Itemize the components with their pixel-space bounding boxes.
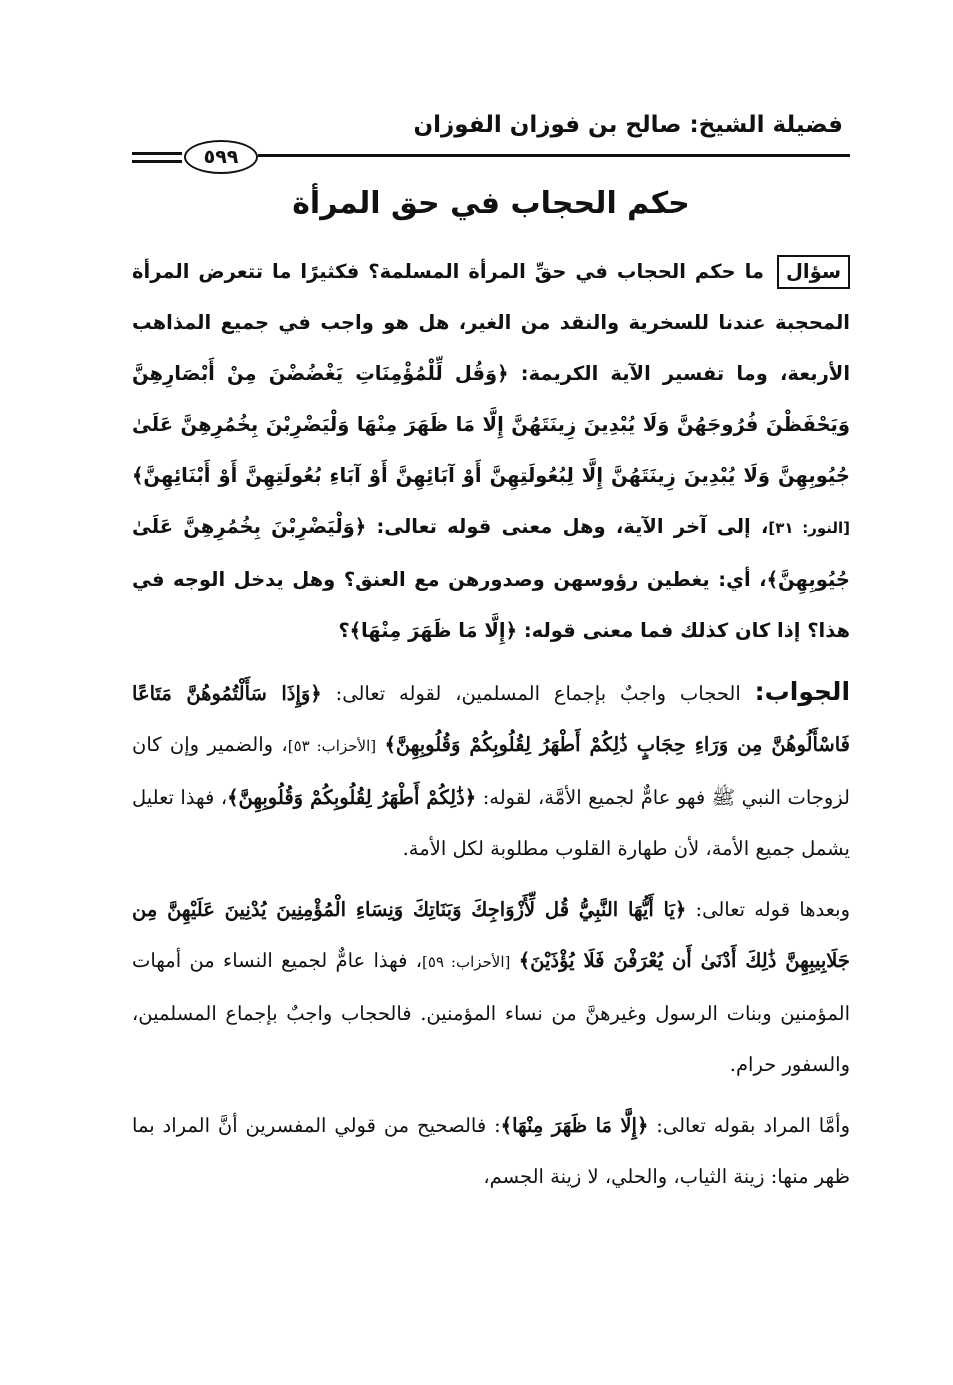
answer-label: الجواب: bbox=[754, 677, 851, 706]
answer-text-2a: وبعدها قوله تعالى: bbox=[695, 898, 850, 921]
answer-text-1b: ، والضمير وإن كان لزوجات النبي ﷺ فهو عامٌّ لجميع الأمَّة، لقوله: bbox=[132, 733, 850, 809]
question-text: ما حكم الحجاب في حقِّ المرأة المسلمة؟ فكثيرًا ما تتعرض المرأة المحجبة عندنا للسخرية والنقد من الغير، هل هو واجب في جميع المذاهب الأربعة، وما تفسير الآية الكريمة: bbox=[132, 260, 850, 385]
page-title: حكم الحجاب في حق المرأة bbox=[292, 186, 690, 221]
answer-verse-1: ﴿وَإِذَا سَأَلْتُمُوهُنَّ مَتَاعًا فَاسْأَلُوهُنَّ مِن وَرَاءِ حِجَابٍ ذَٰلِكُمْ أَطْهَرُ لِقُلُوبِكُمْ وَقُلُوبِهِنَّ﴾ bbox=[132, 682, 851, 756]
answer-text-1c: ، فهذا تعليل يشمل جميع الأمة، لأن طهارة القلوب مطلوبة لكل الأمة. bbox=[132, 786, 850, 860]
question-ref-1: [النور: ٣١] bbox=[768, 519, 850, 537]
answer-paragraph-2 bbox=[132, 884, 850, 1090]
header-rule-short-top bbox=[132, 152, 182, 155]
header-rule bbox=[132, 140, 850, 174]
answer-ref-1: [الأحزاب: ٥٣] bbox=[287, 737, 377, 755]
header-rule-short-bottom bbox=[132, 160, 182, 163]
answer-text-3a: وأمَّا المراد بقوله تعالى: bbox=[656, 1114, 850, 1137]
answer-paragraph-1 bbox=[132, 666, 850, 874]
answer-ref-2: [الأحزاب: ٥٩] bbox=[422, 953, 511, 971]
question-verse-1: ﴿وَقُل لِّلْمُؤْمِنَاتِ يَغْضُضْنَ مِنْ أَبْصَارِهِنَّ وَيَحْفَظْنَ فُرُوجَهُنَّ وَلَا يُبْدِينَ زِينَتَهُنَّ إِلَّا مَا ظَهَرَ مِنْهَا وَلْيَضْرِبْنَ بِخُمُرِهِنَّ عَلَىٰ جُيُوبِهِنَّ وَلَا يُبْدِينَ زِينَتَهُنَّ إِلَّا لِبُعُولَتِهِنَّ أَوْ آبَائِهِنَّ أَوْ آبَاءِ بُعُولَتِهِنَّ أَوْ أَبْنَائِهِنَّ﴾ bbox=[132, 362, 850, 487]
question-verse-3: ﴿إِلَّا مَا ظَهَرَ مِنْهَا﴾ bbox=[349, 619, 518, 642]
page-number: ٥٩٩ bbox=[184, 140, 258, 174]
answer-verse-1b: ﴿ذَٰلِكُمْ أَطْهَرُ لِقُلُوبِكُمْ وَقُلُوبِهِنَّ﴾ bbox=[227, 786, 477, 809]
answer-text-3b: : فالصحيح من قولي المفسرين أنَّ المراد بما ظهر منها: زينة الثياب، والحلي، لا زينة الجسم، bbox=[132, 1114, 850, 1188]
body-text bbox=[132, 246, 850, 1212]
answer-text-2b: ، فهذا عامٌّ لجميع النساء من أمهات المؤمنين وبنات الرسول وغيرهنَّ من نساء المؤمنين. فالحجاب واجبٌ بإجماع المسلمين، والسفور حرام. bbox=[132, 949, 850, 1076]
answer-text-1a: الحجاب واجبٌ بإجماع المسلمين، لقوله تعالى: bbox=[335, 682, 741, 705]
answer-verse-2: ﴿يَا أَيُّهَا النَّبِيُّ قُل لِّأَزْوَاجِكَ وَبَنَاتِكَ وَنِسَاءِ الْمُؤْمِنِينَ يُدْنِينَ عَلَيْهِنَّ مِن جَلَابِيبِهِنَّ ذَٰلِكَ أَدْنَىٰ أَن يُعْرَفْنَ فَلَا يُؤْذَيْنَ﴾ bbox=[132, 898, 850, 972]
answer-verse-3: ﴿إِلَّا مَا ظَهَرَ مِنْهَا﴾ bbox=[500, 1114, 649, 1137]
question-text-3: ، أي: يغطين رؤوسهن وصدورهن مع العنق؟ وهل يدخل الوجه في هذا؟ إذا كان كذلك فما معنى قوله: bbox=[132, 568, 850, 642]
question-paragraph bbox=[132, 246, 850, 656]
question-verse-2: ﴿وَلْيَضْرِبْنَ بِخُمُرِهِنَّ عَلَىٰ جُيُوبِهِنَّ﴾ bbox=[132, 515, 850, 591]
question-text-4: ؟ bbox=[338, 619, 350, 642]
header-rule-long bbox=[258, 154, 850, 157]
question-text-2: ، إلى آخر الآية، وهل معنى قوله تعالى: bbox=[376, 515, 769, 538]
question-label: سؤال bbox=[777, 255, 850, 289]
running-header: فضيلة الشيخ: صالح بن فوزان الفوزان bbox=[413, 112, 843, 138]
answer-paragraph-3 bbox=[132, 1100, 850, 1202]
